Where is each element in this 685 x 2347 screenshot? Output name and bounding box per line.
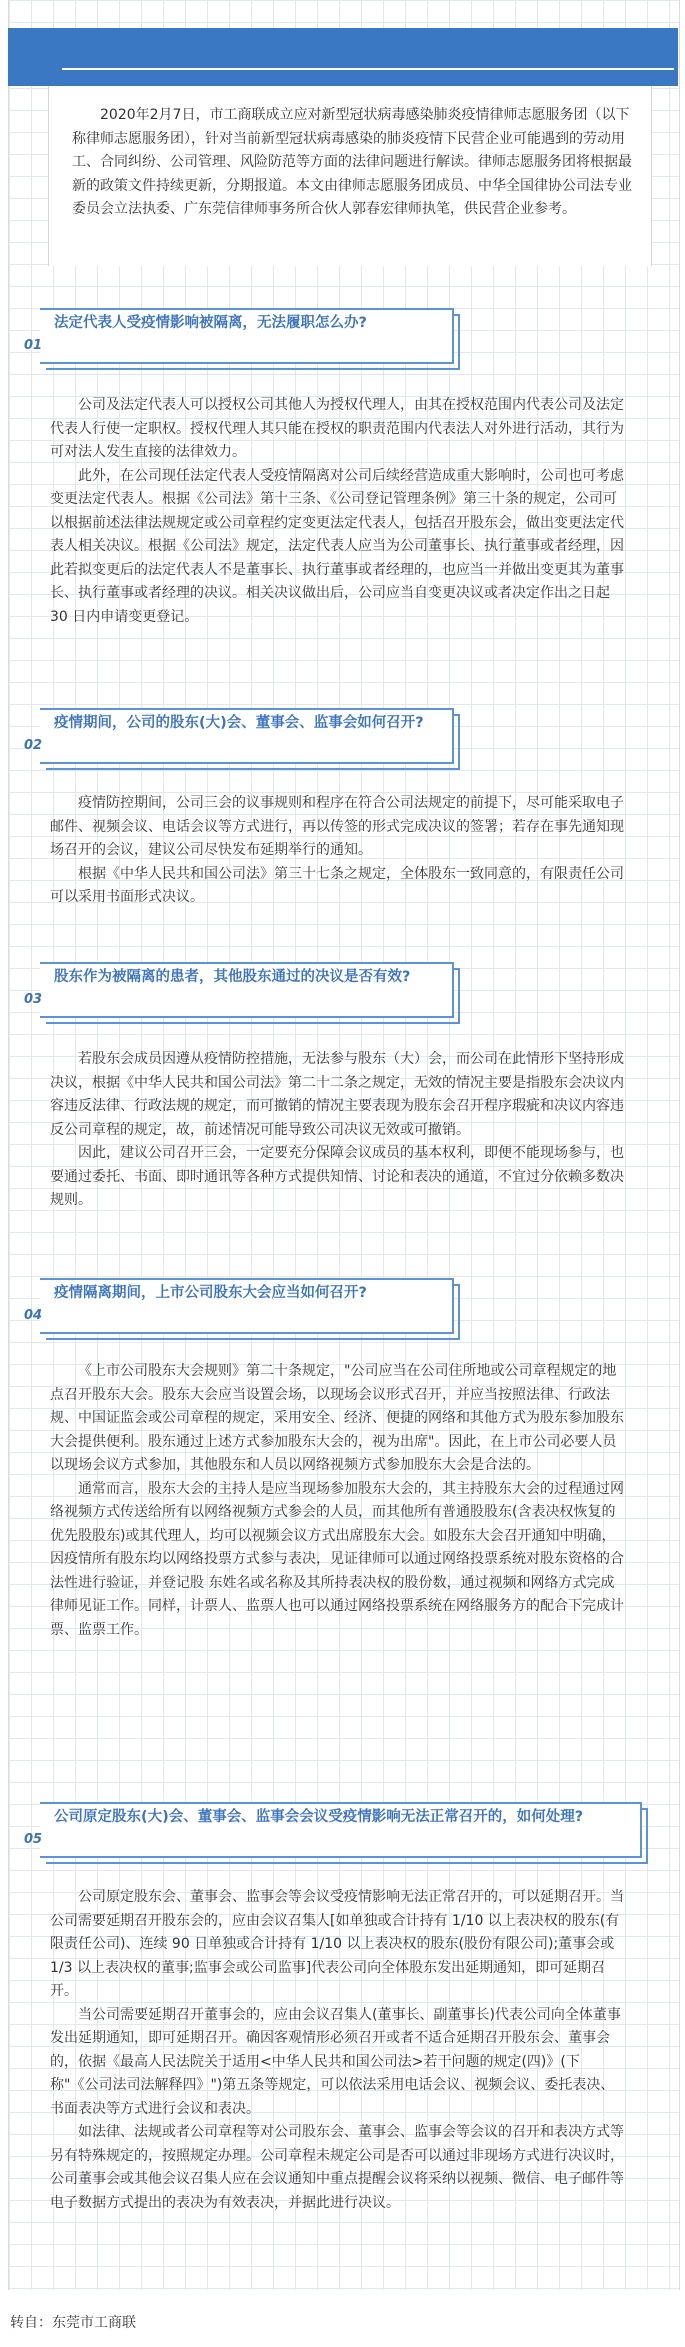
paragraph: 公司原定股东会、董事会、监事会等会议受疫情影响无法正常召开的，可以延期召开。当公司需要延期召开股东会的，应由会议召集人[如单独或合计持有 1/10 以上表决权的股东(有限责任公司)、连续 90 日单独或合计持有 1/10 以上表决权的股东(股份有限公司);董事会或 1/3 以上表决权的董事;监事会或公司监事]代表公司向全体股东发出延期通知，即可延期召开。 [50,1889,624,1999]
section-title: 法定代表人受疫情影响被隔离，无法履职怎么办? [54,315,367,331]
paragraph: 此外，在公司现任法定代表人受疫情隔离对公司后续经营造成重大影响时，公司也可考虑变更法定代表人。根据《公司法》第十三条、《公司登记管理条例》第三十条的规定，公司可以根据前述法律法规规定或公司章程约定变更法定代表人，包括召开股东会，做出变更法定代表人相关决议。根据《公司法》规定，法定代表人应当为公司董事长、执行董事或者经理，因此若拟变更后的法定代表人不是董事长、执行董事或者经理的，也应当一并做出变更其为董事长、执行董事或者经理的决议。相关决议做出后，公司应当自变更决议或者决定作出之日起 30 日内申请变更登记。 [50,467,624,625]
header-divider [62,68,674,70]
paragraph: 因此，建议公司召开三会，一定要充分保障会议成员的基本权利，即便不能现场参与，也要通过委托、书面、即时通讯等各种方式提供知情、讨论和表决的通道，不宜过分依赖多数决规则。 [50,1145,624,1208]
section-title: 公司原定股东(大)会、董事会、监事会会议受疫情影响无法正常召开的，如何处理? [54,1809,584,1825]
section-number: 04 [24,1308,43,1323]
section-body [50,1360,628,1642]
header-bar [8,28,678,86]
paragraph: 通常而言，股东大会的主持人是应当现场参加股东大会的，其主持股东大会的过程通过网络视频方式传送给所有以网络视频方式参会的人员，而其他所有普通股股东(含表决权恢复的优先股股东)或其代理人，均可以视频会议方式出席股东大会。如股东大会召开通知中明确，因疫情所有股东均以网络投票方式参与表决，见证律师可以通过网络投票系统对股东资格的合法性进行验证，并登记股 东姓名或名称及其所持表决权的股份数，通过视频和网络方式完成律师见证工作。同样，计票人、监票人也可以通过网络投票系统在网络服务方的配合下完成计票、监票工作。 [50,1480,624,1638]
section-title: 疫情隔离期间，上市公司股东大会应当如何召开? [54,1285,367,1301]
section-number: 05 [24,1832,43,1847]
section-title: 疫情期间，公司的股东(大)会、董事会、监事会如何召开? [54,715,424,731]
section-number: 01 [24,338,43,353]
paragraph: 如法律、法规或者公司章程等对公司股东会、董事会、监事会等会议的召开和表决方式等另有特殊规定的，按照规定办理。公司章程未规定公司是否可以通过非现场方式进行决议时，公司董事会或其他会议召集人应在会议通知中重点提醒会议将采纳以视频、微信、电子邮件等电子数据方式提出的表决为有效表决，并据此进行决议。 [50,2124,624,2211]
section-body [50,394,628,629]
section-body [50,792,628,910]
paragraph: 当公司需要延期召开董事会的，应由会议召集人(董事长、副董事长)代表公司向全体董事发出延期通知，即可延期召开。确因客观情形必须召开或者不适合延期召开股东会、董事会的，依据《最高人民法院关于适用<中华人民共和国公司法>若干问题的规定(四)》(下称"《公司法司法解释四》")第五条等规定，可以依法采用电话会议、视频会议、委托表决、书面表决等方式进行会议和表决。 [50,2006,621,2117]
paragraph: 根据《中华人民共和国公司法》第三十七条之规定，全体股东一致同意的，有限责任公司可以采用书面形式决议。 [50,865,624,905]
section-number: 03 [24,992,43,1007]
source-credit: 转自：东莞市工商联 [10,2315,136,2331]
section-number: 02 [24,738,43,753]
paragraph: 《上市公司股东大会规则》第二十条规定，"公司应当在公司住所地或公司章程规定的地点召开股东大会。股东大会应当设置会场，以现场会议形式召开，并应当按照法律、行政法规、中国证监会或公司章程的规定，采用安全、经济、便捷的网络和其他方式为股东参加股东大会提供便利。股东通过上述方式参加股东大会的，视为出席"。因此，在上市公司必要人员以现场会议方式参加，其他股东和人员以网络视频方式参加股东大会是合法的。 [50,1363,624,1473]
paragraph: 公司及法定代表人可以授权公司其他人为授权代理人，由其在授权范围内代表公司及法定代表人行使一定职权。授权代理人其只能在授权的职责范围内代表法人对外进行活动，其行为可对法人发生直接的法律效力。 [50,397,624,460]
section-body [50,1048,628,1213]
section-title: 股东作为被隔离的患者，其他股东通过的决议是否有效? [54,969,411,985]
section-body [50,1886,628,2215]
paragraph: 若股东会成员因遵从疫情防控措施，无法参与股东（大）会，而公司在此情形下坚持形成决议，根据《中华人民共和国公司法》第二十二条之规定，无效的情况主要是指股东会决议内容违反法律、行政法规的规定，而可撤销的情况主要表现为股东会召开程序瑕疵和决议内容违反公司章程的规定，故，前述情况可能导致公司决议无效或可撤销。 [50,1051,624,1138]
intro-paragraph: 2020年2月7日，市工商联成立应对新型冠状病毒感染肺炎疫情律师志愿服务团（以下称律师志愿服务团），针对当前新型冠状病毒感染的肺炎疫情下民营企业可能遇到的劳动用工、合同纠纷、公司管理、风险防范等方面的法律问题进行解读。律师志愿服务团将根据最新的政策文件持续更新，分期报道。本文由律师志愿服务团成员、中华全国律协公司法专业委员会立法执委、广东莞信律师事务所合伙人郭春宏律师执笔，供民营企业参考。 [72,107,632,217]
paragraph: 疫情防控期间，公司三会的议事规则和程序在符合公司法规定的前提下，尽可能采取电子邮件、视频会议、电话会议等方式进行，再以传签的形式完成决议的签署；若存在事先通知现场召开的会议，建议公司尽快发布延期举行的通知。 [50,795,624,858]
